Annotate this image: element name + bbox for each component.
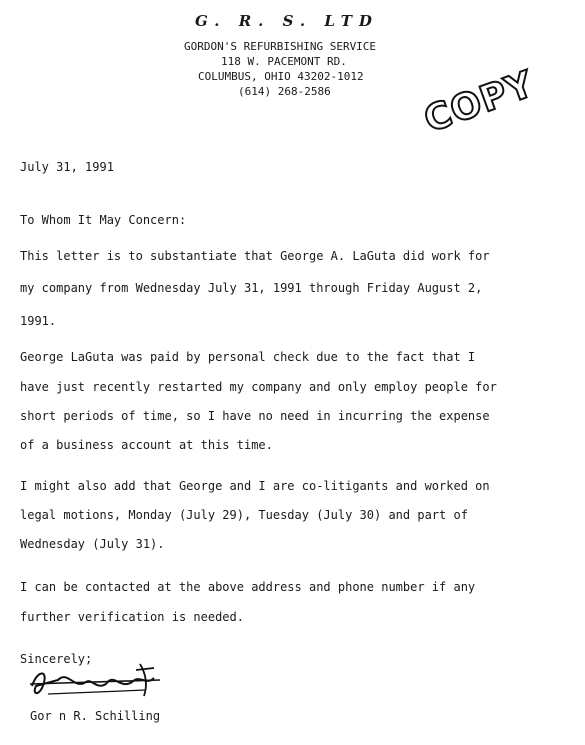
paragraph-3-line: I might also add that George and I are co-litigants and worked on <box>20 479 490 493</box>
paragraph-2-line: of a business account at this time. <box>20 438 273 452</box>
company-city: COLUMBUS, OHIO 43202-1012 <box>198 70 364 83</box>
paragraph-2-line: George LaGuta was paid by personal check due to the fact that I <box>20 350 476 364</box>
letterhead-title: G. R. S. LTD <box>195 12 379 30</box>
salutation: To Whom It May Concern: <box>20 213 187 227</box>
paragraph-1-line: This letter is to substantiate that George A. LaGuta did work for <box>20 249 490 263</box>
paragraph-1-line: 1991. <box>20 314 57 328</box>
signature-name: Gor n R. Schilling <box>30 709 161 723</box>
letter-date: July 31, 1991 <box>20 160 114 174</box>
paragraph-3-line: Wednesday (July 31). <box>20 537 165 551</box>
paragraph-4-line: I can be contacted at the above address and phone number if any <box>20 580 476 594</box>
paragraph-2-line: have just recently restarted my company and only employ people for <box>20 380 497 394</box>
paragraph-1-line: my company from Wednesday July 31, 1991 through Friday August 2, <box>20 281 483 295</box>
paragraph-4-line: further verification is needed. <box>20 610 244 624</box>
closing: Sincerely; <box>20 652 93 666</box>
company-street: 118 W. PACEMONT RD. <box>221 55 347 68</box>
copy-stamp: COPY <box>418 63 540 141</box>
company-name: GORDON'S REFURBISHING SERVICE <box>184 40 377 53</box>
signature-image <box>28 660 163 702</box>
paragraph-3-line: legal motions, Monday (July 29), Tuesday (July 30) and part of <box>20 508 468 522</box>
company-phone: (614) 268-2586 <box>238 85 331 98</box>
paragraph-2-line: short periods of time, so I have no need in incurring the expense <box>20 409 490 423</box>
